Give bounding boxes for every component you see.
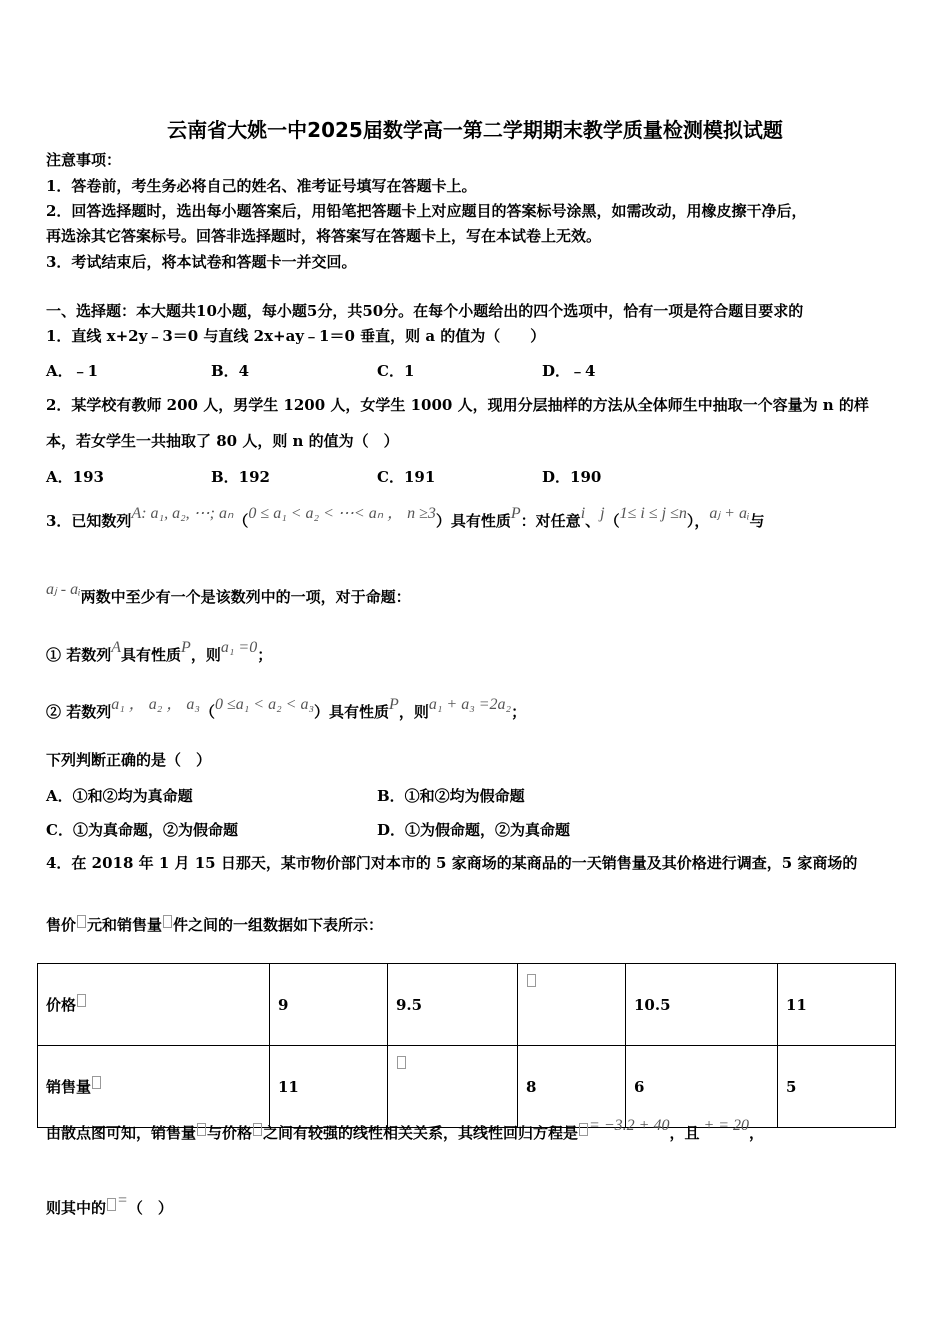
q3-proposition-1 bbox=[46, 639, 273, 666]
text: 与价格 bbox=[207, 1124, 253, 1142]
text: （ ） bbox=[127, 1199, 173, 1217]
math: P bbox=[510, 505, 521, 522]
note-2: 2．回答选择题时，选出每小题答案后，用铅笔把答题卡上对应题目的答案标号涂黑，如需改动，用橡皮擦干净后， bbox=[46, 202, 807, 220]
math: P bbox=[389, 696, 399, 713]
q4-stem-1: 4．在 2018 年 1 月 15 日那天，某市物价部门对本市的 5 家商场的某商品的一天销售量及其价格进行调查，5 家商场的 bbox=[46, 854, 858, 872]
text: ）， bbox=[686, 512, 710, 530]
text: 3．已知数列 bbox=[46, 512, 132, 530]
note-3: 3．考试结束后，将本试卷和答题卡一并交回。 bbox=[46, 253, 357, 271]
missing-symbol-icon bbox=[579, 1123, 588, 1136]
q2-option-a: A．193 bbox=[46, 468, 104, 486]
text: ，则 bbox=[190, 646, 221, 664]
note-1: 1．答卷前，考生务必将自己的姓名、准考证号填写在答题卡上。 bbox=[46, 177, 477, 195]
q3-stem-2 bbox=[46, 581, 411, 608]
text: 由散点图可知，销售量 bbox=[46, 1124, 197, 1142]
math: a₁ ， a₂ ， a₃ bbox=[111, 696, 200, 713]
table-cell: 8 bbox=[518, 1046, 626, 1128]
text: （ bbox=[233, 512, 249, 530]
q2-option-c: C．191 bbox=[377, 468, 436, 486]
missing-symbol-icon bbox=[163, 915, 172, 928]
text: ； bbox=[257, 646, 273, 664]
table-cell: 10.5 bbox=[626, 964, 778, 1046]
math: a₁ =0 bbox=[220, 639, 258, 656]
missing-symbol-icon bbox=[527, 974, 536, 987]
text: （ bbox=[604, 512, 620, 530]
text: ② 若数列 bbox=[46, 703, 112, 721]
q1-option-b: B．4 bbox=[211, 362, 250, 380]
text: ， bbox=[749, 1124, 765, 1142]
math: + = 20 bbox=[699, 1117, 750, 1134]
text: 售价 bbox=[46, 916, 77, 934]
missing-symbol-icon bbox=[107, 1198, 116, 1211]
q3-ask: 下列判断正确的是（ ） bbox=[46, 751, 212, 769]
math: j bbox=[600, 505, 605, 522]
table-cell: 9 bbox=[270, 964, 388, 1046]
q4-stem-2 bbox=[46, 915, 383, 935]
notes-heading: 注意事项： bbox=[46, 151, 122, 169]
table-cell bbox=[38, 964, 270, 1046]
missing-symbol-icon bbox=[77, 994, 86, 1007]
text: 、 bbox=[585, 512, 601, 530]
table-cell: 11 bbox=[270, 1046, 388, 1128]
text: （ bbox=[199, 703, 215, 721]
q2-stem-2: 本，若女学生一共抽取了 80 人，则 n 的值为（ ） bbox=[46, 432, 399, 450]
math: = bbox=[117, 1192, 128, 1209]
table-cell: 5 bbox=[778, 1046, 896, 1128]
text: 件之间的一组数据如下表所示： bbox=[173, 916, 384, 934]
text: 元和销售量 bbox=[87, 916, 163, 934]
math: aⱼ - aᵢ bbox=[46, 581, 81, 598]
text: 销售量 bbox=[46, 1078, 92, 1096]
page-title: 云南省大姚一中2025届数学高一第二学期期末教学质量检测模拟试题 bbox=[167, 118, 783, 142]
q1-stem: 1．直线 x+2y﹣3＝0 与直线 2x+ay﹣1＝0 垂直，则 a 的值为（ ） bbox=[46, 327, 546, 345]
q3-option-c: C．①为真命题，②为假命题 bbox=[46, 821, 238, 839]
text: ； bbox=[511, 703, 527, 721]
data-table bbox=[37, 963, 896, 1128]
table-row bbox=[38, 964, 896, 1046]
q2-stem-1: 2．某学校有教师 200 人，男学生 1200 人，女学生 1000 人，现用分层抽样的方法从全体师生中抽取一个容量为 n 的样 bbox=[46, 396, 869, 414]
math: a₁ + a₃ =2a₂ bbox=[428, 696, 512, 713]
text: ）具有性质 bbox=[314, 703, 390, 721]
math: 1≤ i ≤ j ≤n bbox=[619, 505, 687, 522]
math: i bbox=[580, 505, 586, 522]
math: A bbox=[111, 639, 122, 656]
table-cell: 11 bbox=[778, 964, 896, 1046]
q3-option-d: D．①为假命题，②为真命题 bbox=[377, 821, 571, 839]
q1-option-d: D．﹣4 bbox=[542, 362, 596, 380]
math: P bbox=[181, 639, 191, 656]
missing-symbol-icon bbox=[253, 1123, 262, 1136]
text: 与 bbox=[749, 512, 765, 530]
math: 0 ≤ a₁ < a₂ < ⋯< aₙ ， n ≥3 bbox=[248, 505, 436, 522]
math: 0 ≤a₁ < a₂ < a₃ bbox=[214, 696, 315, 713]
missing-symbol-icon bbox=[397, 1056, 406, 1069]
text: ，则 bbox=[398, 703, 429, 721]
table-row bbox=[38, 1046, 896, 1128]
note-2-cont: 再选涂其它答案标号。回答非选择题时，将答案写在答题卡上，写在本试卷上无效。 bbox=[46, 227, 602, 245]
missing-symbol-icon bbox=[197, 1123, 206, 1136]
section-heading: 一、选择题：本大题共10小题，每小题5分，共50分。在每个小题给出的四个选项中，恰有一项是符合题目要求的 bbox=[46, 302, 804, 320]
table-cell bbox=[38, 1046, 270, 1128]
q2-option-d: D．190 bbox=[542, 468, 602, 486]
text: 两数中至少有一个是该数列中的一项，对于命题： bbox=[80, 588, 411, 606]
text: ① 若数列 bbox=[46, 646, 112, 664]
text: ）具有性质 bbox=[435, 512, 511, 530]
text: 价格 bbox=[46, 996, 77, 1014]
q1-option-a: A．﹣1 bbox=[46, 362, 99, 380]
q3-proposition-2 bbox=[46, 696, 527, 723]
q1-option-c: C．1 bbox=[377, 362, 415, 380]
table-cell bbox=[388, 1046, 518, 1128]
text: 之间有较强的线性相关关系，其线性回归方程是 bbox=[263, 1124, 579, 1142]
math: A: a₁, a₂, ⋯; aₙ bbox=[131, 505, 234, 522]
q2-option-b: B．192 bbox=[211, 468, 270, 486]
table-cell: 6 bbox=[626, 1046, 778, 1128]
math: = −3.2 + 40 bbox=[589, 1117, 670, 1134]
text: 具有性质 bbox=[121, 646, 182, 664]
q4-stem-4 bbox=[46, 1192, 173, 1219]
missing-symbol-icon bbox=[92, 1076, 101, 1089]
table-cell bbox=[518, 964, 626, 1046]
q3-option-b: B．①和②均为假命题 bbox=[377, 787, 525, 805]
text: ：对任意 bbox=[520, 512, 581, 530]
table-cell: 9.5 bbox=[388, 964, 518, 1046]
missing-symbol-icon bbox=[77, 915, 86, 928]
text: 则其中的 bbox=[46, 1199, 107, 1217]
math: aⱼ + aᵢ bbox=[709, 505, 750, 522]
q4-stem-3 bbox=[46, 1117, 765, 1144]
q3-stem-1 bbox=[46, 505, 765, 532]
text: ，且 bbox=[669, 1124, 700, 1142]
q3-option-a: A．①和②均为真命题 bbox=[46, 787, 193, 805]
